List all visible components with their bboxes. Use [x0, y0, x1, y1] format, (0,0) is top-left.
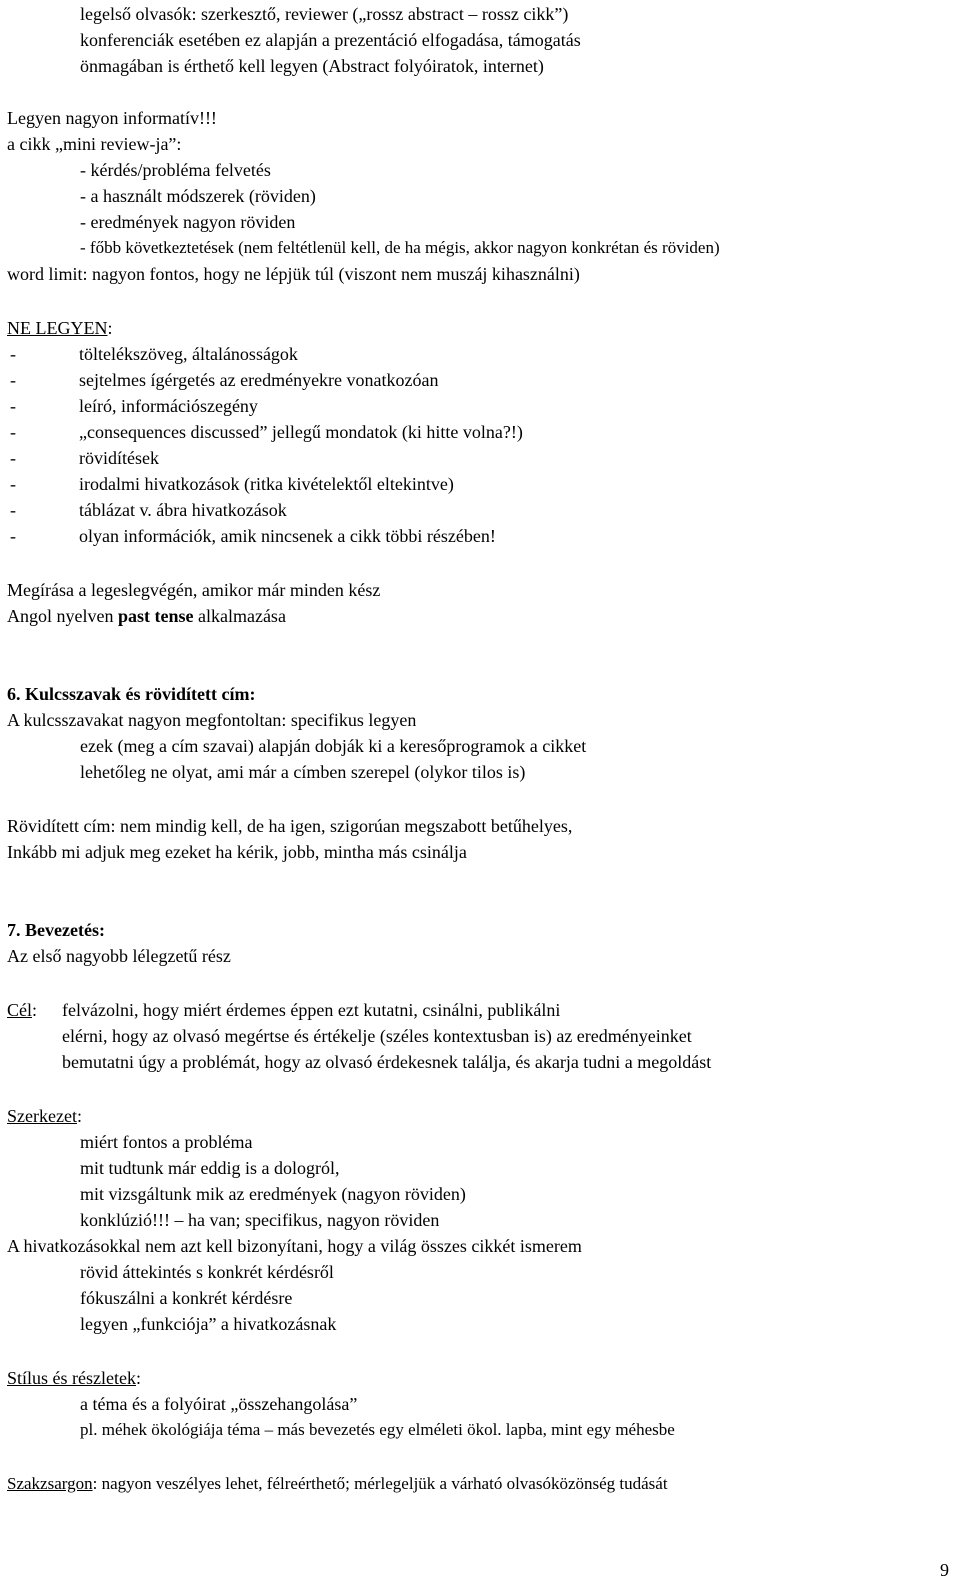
megirasa-line-2 — [7, 604, 286, 628]
hivatkozas-item: legyen „funkciója” a hivatkozásnak — [80, 1314, 337, 1334]
ne-legyen-item-text: táblázat v. ábra hivatkozások — [79, 500, 287, 520]
stilus-label-text: Stílus és részletek — [7, 1368, 136, 1388]
cel-colon: : — [32, 1000, 38, 1020]
szerkezet-item: konklúzió!!! – ha van; specifikus, nagyon röviden — [80, 1210, 440, 1230]
bullet-dash: - — [10, 344, 16, 364]
mini-review-line: a cikk „mini review-ja”: — [7, 134, 182, 154]
bullet-dash: - — [10, 526, 16, 546]
mini-review-item: - eredmények nagyon röviden — [80, 212, 296, 232]
section-6-line: lehetőleg ne olyat, ami már a címben szerepel (olykor tilos is) — [80, 762, 526, 782]
mini-review-item: - kérdés/probléma felvetés — [80, 160, 271, 180]
stilus-label — [7, 1366, 141, 1390]
ne-legyen-heading — [7, 316, 113, 340]
szerkezet-label-text: Szerkezet — [7, 1106, 77, 1126]
cel-item: felvázolni, hogy miért érdemes éppen ezt kutatni, csinálni, publikálni — [62, 1000, 561, 1020]
bullet-dash: - — [10, 422, 16, 442]
szakzsargon-line — [7, 1472, 668, 1496]
ne-legyen-item-text: „consequences discussed” jellegű mondatok (ki hitte volna?!) — [79, 422, 523, 442]
cel-item: elérni, hogy az olvasó megértse és értékelje (széles kontextusban is) az eredményeinket — [62, 1026, 692, 1046]
section-6-line: Inkább mi adjuk meg ezeket ha kérik, jobb, mintha más csinálja — [7, 842, 467, 862]
mini-review-item: - főbb következtetések (nem feltétlenül kell, de ha mégis, akkor nagyon konkrétan és röviden) — [80, 238, 720, 257]
bullet-dash: - — [10, 474, 16, 494]
intro-line-3: önmagában is érthető kell legyen (Abstract folyóiratok, internet) — [80, 56, 544, 76]
hivatkozas-line: A hivatkozásokkal nem azt kell bizonyítani, hogy a világ összes cikkét ismerem — [7, 1236, 582, 1256]
ne-legyen-item-text: töltelékszöveg, általánosságok — [79, 344, 298, 364]
section-6-line: ezek (meg a cím szavai) alapján dobják ki a keresőprogramok a cikket — [80, 736, 587, 756]
page-number: 9 — [940, 1560, 949, 1580]
szerkezet-item: mit vizsgáltunk mik az eredmények (nagyon röviden) — [80, 1184, 466, 1204]
ne-legyen-item-text: leíró, információszegény — [79, 396, 258, 416]
hivatkozas-item: fókuszálni a konkrét kérdésre — [80, 1288, 293, 1308]
informativ-heading: Legyen nagyon informatív!!! — [7, 108, 217, 128]
szerkezet-colon: : — [76, 1106, 82, 1126]
cel-label-text: Cél — [7, 1000, 32, 1020]
megirasa-line-1: Megírása a legeslegvégén, amikor már minden kész — [7, 580, 381, 600]
ne-legyen-item-text: sejtelmes ígérgetés az eredményekre vonatkozóan — [79, 370, 439, 390]
mini-review-item: - a használt módszerek (röviden) — [80, 186, 316, 206]
ne-legyen-item-text: rövidítések — [79, 448, 159, 468]
word-limit-line: word limit: nagyon fontos, hogy ne lépjük túl (viszont nem muszáj kihasználni) — [7, 264, 580, 284]
section-6-line: Rövidített cím: nem mindig kell, de ha igen, szigorúan megszabott betűhelyes, — [7, 816, 573, 836]
ne-legyen-colon: : — [107, 318, 113, 338]
stilus-colon: : — [135, 1368, 141, 1388]
megirasa-text: Angol nyelven — [7, 606, 118, 626]
szakzsargon-text: : nagyon veszélyes lehet, félreérthető; mérlegeljük a várható olvasóközönség tudását — [92, 1474, 668, 1493]
cel-item: bemutatni úgy a problémát, hogy az olvasó érdekesnek találja, és akarja tudni a megoldást — [62, 1052, 712, 1072]
bullet-dash: - — [10, 500, 16, 520]
bullet-dash: - — [10, 396, 16, 416]
szerkezet-item: mit tudtunk már eddig is a dologról, — [80, 1158, 340, 1178]
szerkezet-label — [7, 1104, 82, 1128]
section-6-line: A kulcsszavakat nagyon megfontoltan: specifikus legyen — [7, 710, 417, 730]
bullet-dash: - — [10, 370, 16, 390]
cel-label — [7, 998, 37, 1022]
szerkezet-item: miért fontos a probléma — [80, 1132, 253, 1152]
hivatkozas-item: rövid áttekintés s konkrét kérdésről — [80, 1262, 334, 1282]
section-6-heading: 6. Kulcsszavak és rövidített cím: — [7, 684, 256, 704]
ne-legyen-item-text: olyan információk, amik nincsenek a cikk többi részében! — [79, 526, 496, 546]
stilus-item: pl. méhek ökológiája téma – más bevezetés egy elméleti ökol. lapba, mint egy méhesbe — [80, 1420, 675, 1439]
ne-legyen-label: NE LEGYEN — [7, 318, 108, 338]
past-tense-bold: past tense — [117, 606, 194, 626]
szakzsargon-label: Szakzsargon — [7, 1474, 93, 1493]
ne-legyen-item-text: irodalmi hivatkozások (ritka kivételektől eltekintve) — [79, 474, 454, 494]
intro-line-2: konferenciák esetében ez alapján a prezentáció elfogadása, támogatás — [80, 30, 581, 50]
intro-line-1: legelső olvasók: szerkesztő, reviewer („rossz abstract – rossz cikk”) — [80, 4, 569, 24]
bullet-dash: - — [10, 448, 16, 468]
megirasa-text: alkalmazása — [193, 606, 286, 626]
stilus-item: a téma és a folyóirat „összehangolása” — [80, 1394, 358, 1414]
section-7-heading: 7. Bevezetés: — [7, 920, 105, 940]
section-7-subtitle: Az első nagyobb lélegzetű rész — [7, 946, 231, 966]
